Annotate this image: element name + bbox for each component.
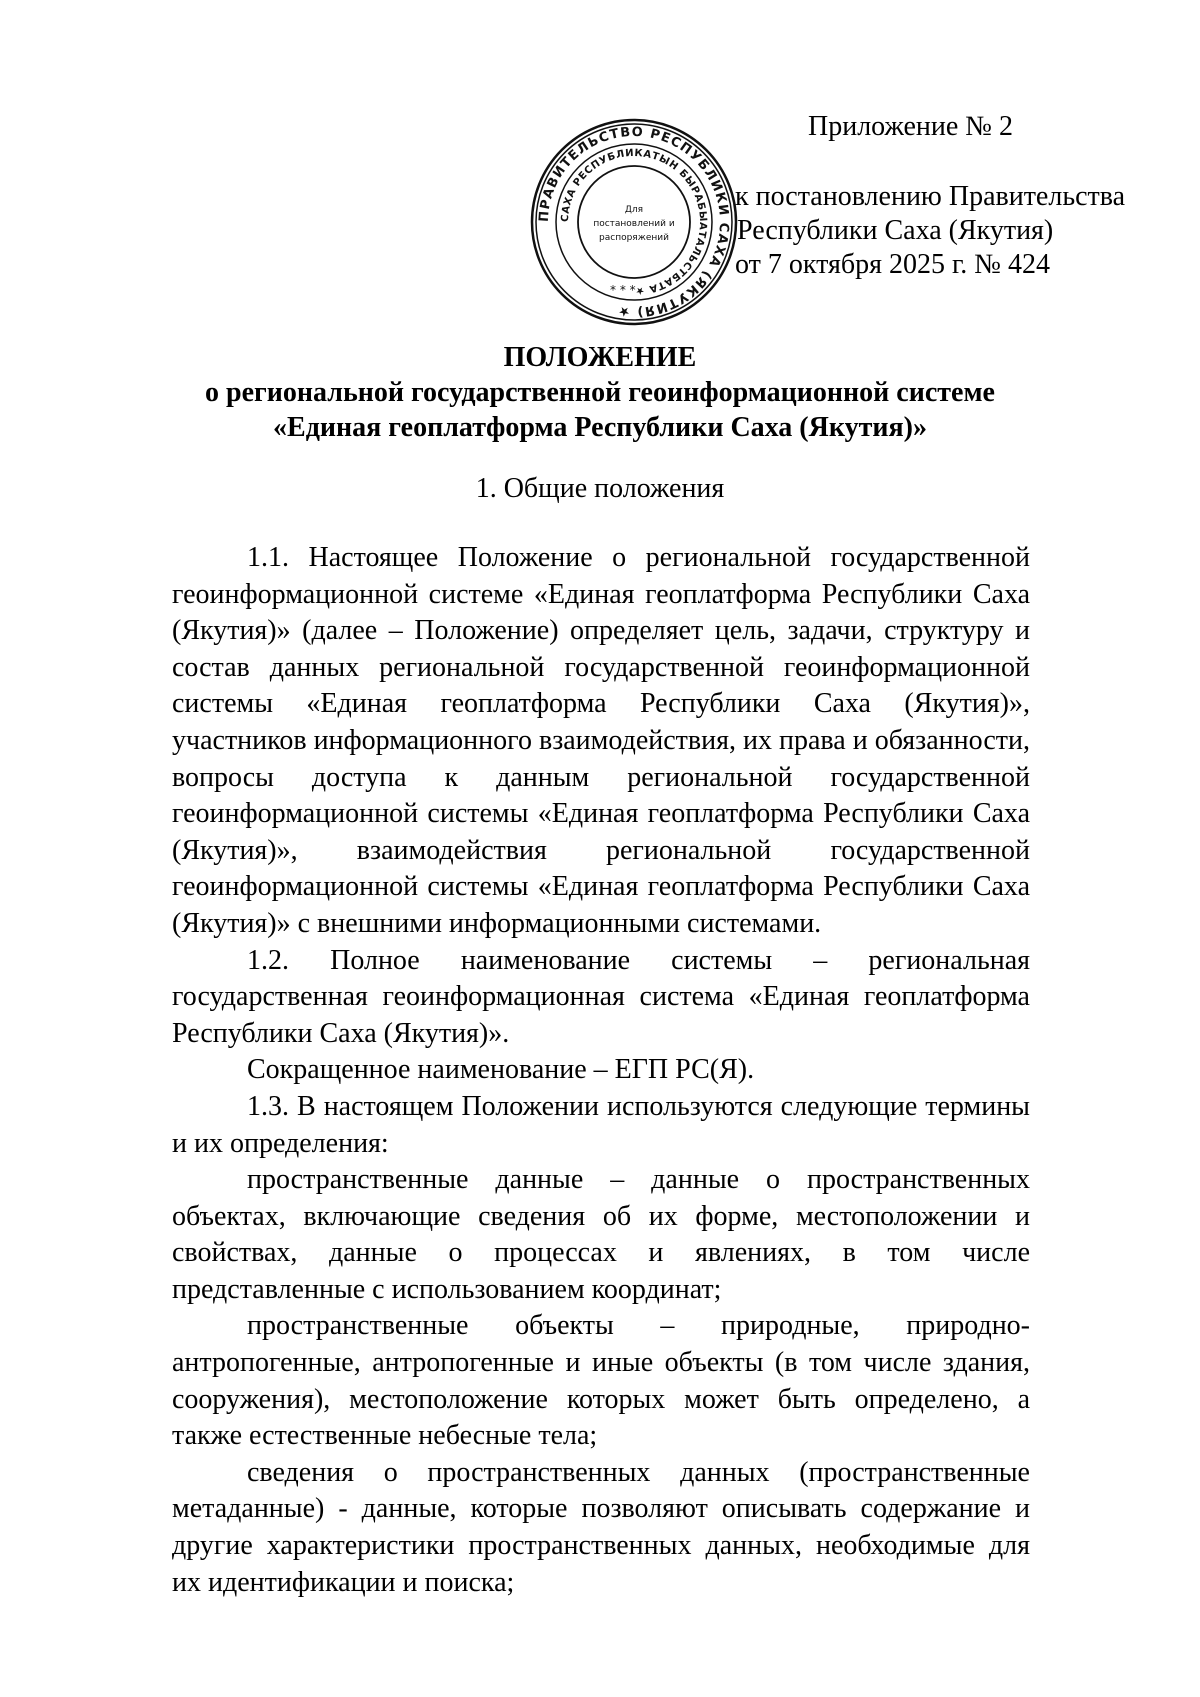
svg-text:постановлений и: постановлений и (593, 219, 675, 229)
title-line-1: ПОЛОЖЕНИЕ (503, 342, 697, 373)
document-body (172, 540, 1030, 1601)
svg-text:САХА РЕСПУБЛИКАТЫН БЫРАБЫАТАЛЬ: САХА РЕСПУБЛИКАТЫН БЫРАБЫАТАЛЬСТБАТА ★ (559, 147, 709, 297)
paragraph-1-1: 1.1. Настоящее Положение о региональной государственной геоинформационной системе «Единая геоплатформа Республики Саха (Якутия)» (далее – Положение) определяет цель, задачи, структуру и состав данных региональной государственной геоинформационной системы «Единая геоплатформа Республики Саха (Якутия)», участников информационного взаимодействия, их права и обязанности, вопросы доступа к данным региональной государственной геоинформационной системы «Единая геоплатформа Республики Саха (Якутия)», взаимодействия региональной государственной геоинформационной системы «Единая геоплатформа Республики Саха (Якутия)» с внешними информационными системами. (172, 542, 1030, 939)
title-line-3: «Единая геоплатформа Республики Саха (Якутия)» (273, 412, 927, 443)
svg-text:Для: Для (624, 205, 644, 215)
section-heading: 1. Общие положения (475, 473, 725, 504)
appendix-line-resolution: к постановлению Правительства (735, 181, 1126, 212)
appendix-line-republic: Республики Саха (Якутия) (737, 215, 1054, 246)
appendix-header (735, 110, 1125, 282)
appendix-line-date: от 7 октября 2025 г. № 424 (735, 249, 1051, 280)
appendix-title: Приложение № 2 (808, 111, 1013, 142)
svg-text:* * *: * * * (610, 283, 636, 297)
paragraph-term-spatial-data: пространственные данные – данные о пространственных объектах, включающие сведения об их форме, местоположении и свойствах, данные о процессах и явлениях, в том числе представленные с использованием координат; (172, 1164, 1030, 1305)
document-title (170, 340, 1030, 445)
paragraph-1-3: 1.3. В настоящем Положении используются следующие термины и их определения: (172, 1090, 1030, 1159)
paragraph-1-2: 1.2. Полное наименование системы – региональная государственная геоинформационная система «Единая геоплатформа Республики Саха (Якутия)». (172, 944, 1030, 1049)
official-seal-icon (528, 116, 740, 328)
paragraph-term-metadata: сведения о пространственных данных (пространственные метаданные) - данные, которые позволяют описывать содержание и другие характеристики пространственных данных, необходимые для их идентификации и поиска; (172, 1456, 1030, 1598)
paragraph-term-spatial-objects: пространственные объекты – природные, природно-антропогенные, антропогенные и иные объекты (в том числе здания, сооружения), местоположение которых может быть определено, а также естественные небесные тела; (172, 1310, 1030, 1452)
paragraph-short-name: Сокращенное наименование – ЕГП РС(Я). (247, 1054, 755, 1086)
svg-text:распоряжений: распоряжений (599, 233, 669, 243)
svg-text:ПРАВИТЕЛЬСТВО РЕСПУБЛИКИ САХА: ПРАВИТЕЛЬСТВО РЕСПУБЛИКИ САХА (ЯКУТИЯ) ★ (536, 124, 732, 320)
title-line-2: о региональной государственной геоинформационной системе (205, 377, 995, 408)
